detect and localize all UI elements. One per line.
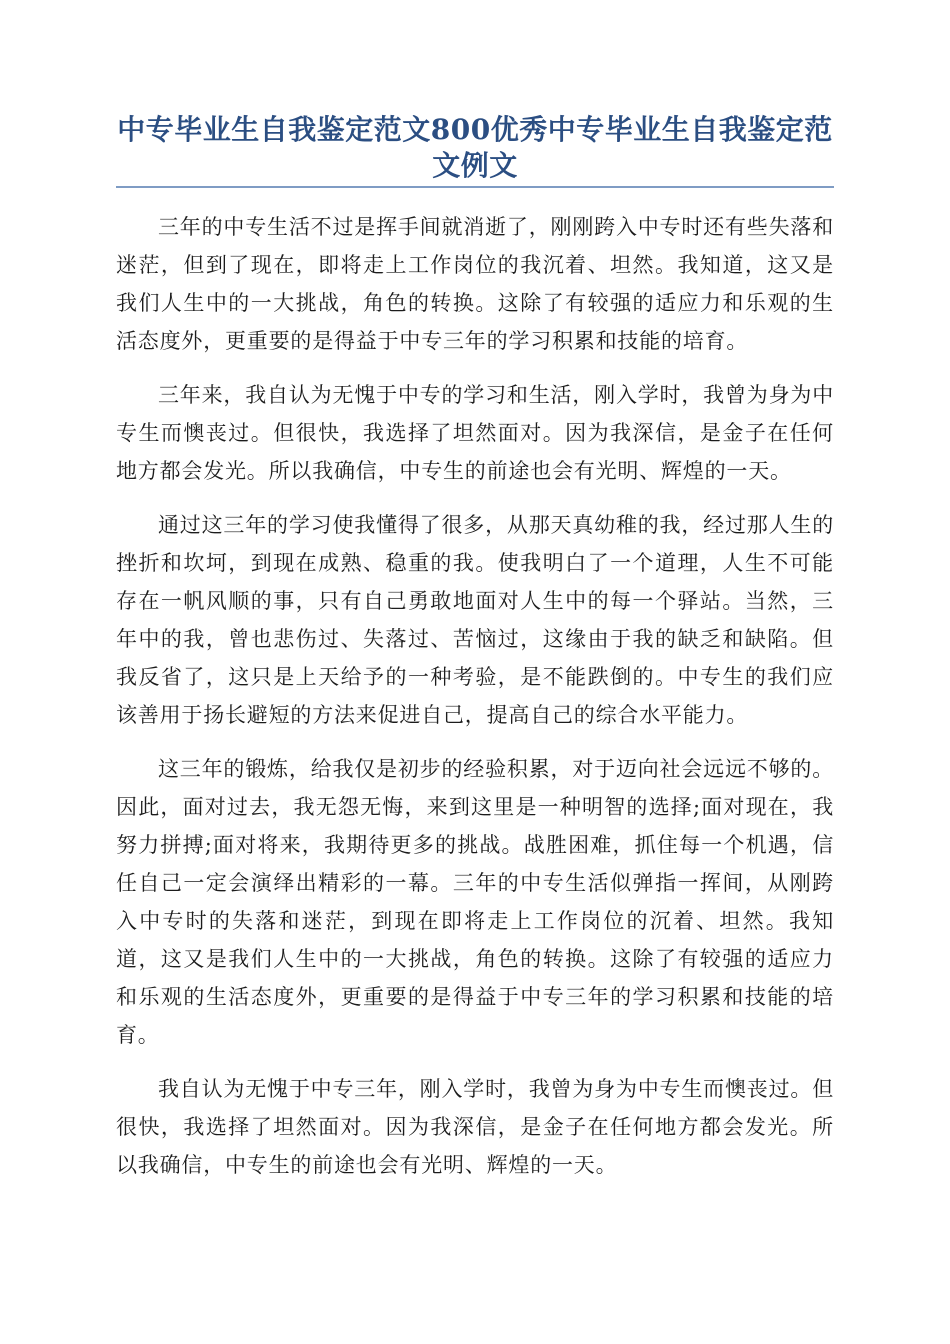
- document-title: 中专毕业生自我鉴定范文800优秀中专毕业生自我鉴定范文例文: [117, 113, 833, 182]
- paragraph-1: 三年的中专生活不过是挥手间就消逝了，刚刚跨入中专时还有些失落和迷茫，但到了现在，即将走上工作岗位的我沉着、坦然。我知道，这又是我们人生中的一大挑战，角色的转换。这除了有较强的适应力和乐观的生活态度外，更重要的是得益于中专三年的学习积累和技能的培育。: [116, 215, 834, 353]
- document-body: [116, 208, 834, 1200]
- paragraph-4: 这三年的锻炼，给我仅是初步的经验积累，对于迈向社会远远不够的。因此，面对过去，我无怨无悔，来到这里是一种明智的选择;面对现在，我努力拼搏;面对将来，我期待更多的挑战。战胜困难，抓住每一个机遇，信任自己一定会演绎出精彩的一幕。三年的中专生活似弹指一挥间，从刚跨入中专时的失落和迷茫，到现在即将走上工作岗位的沉着、坦然。我知道，这又是我们人生中的一大挑战，角色的转换。这除了有较强的适应力和乐观的生活态度外，更重要的是得益于中专三年的学习积累和技能的培育。: [116, 757, 834, 1047]
- paragraph-2: 三年来，我自认为无愧于中专的学习和生活，刚入学时，我曾为身为中专生而懊丧过。但很快，我选择了坦然面对。因为我深信，是金子在任何地方都会发光。所以我确信，中专生的前途也会有光明、辉煌的一天。: [116, 383, 834, 483]
- paragraph-5: 我自认为无愧于中专三年，刚入学时，我曾为身为中专生而懊丧过。但很快，我选择了坦然面对。因为我深信，是金子在任何地方都会发光。所以我确信，中专生的前途也会有光明、辉煌的一天。: [116, 1077, 834, 1177]
- title-underline: [116, 186, 834, 188]
- paragraph-3: 通过这三年的学习使我懂得了很多，从那天真幼稚的我，经过那人生的挫折和坎坷，到现在成熟、稳重的我。使我明白了一个道理，人生不可能存在一帆风顺的事，只有自己勇敢地面对人生中的每一个驿站。当然，三年中的我，曾也悲伤过、失落过、苦恼过，这缘由于我的缺乏和缺陷。但我反省了，这只是上天给予的一种考验，是不能跌倒的。中专生的我们应该善用于扬长避短的方法来促进自己，提高自己的综合水平能力。: [116, 513, 834, 727]
